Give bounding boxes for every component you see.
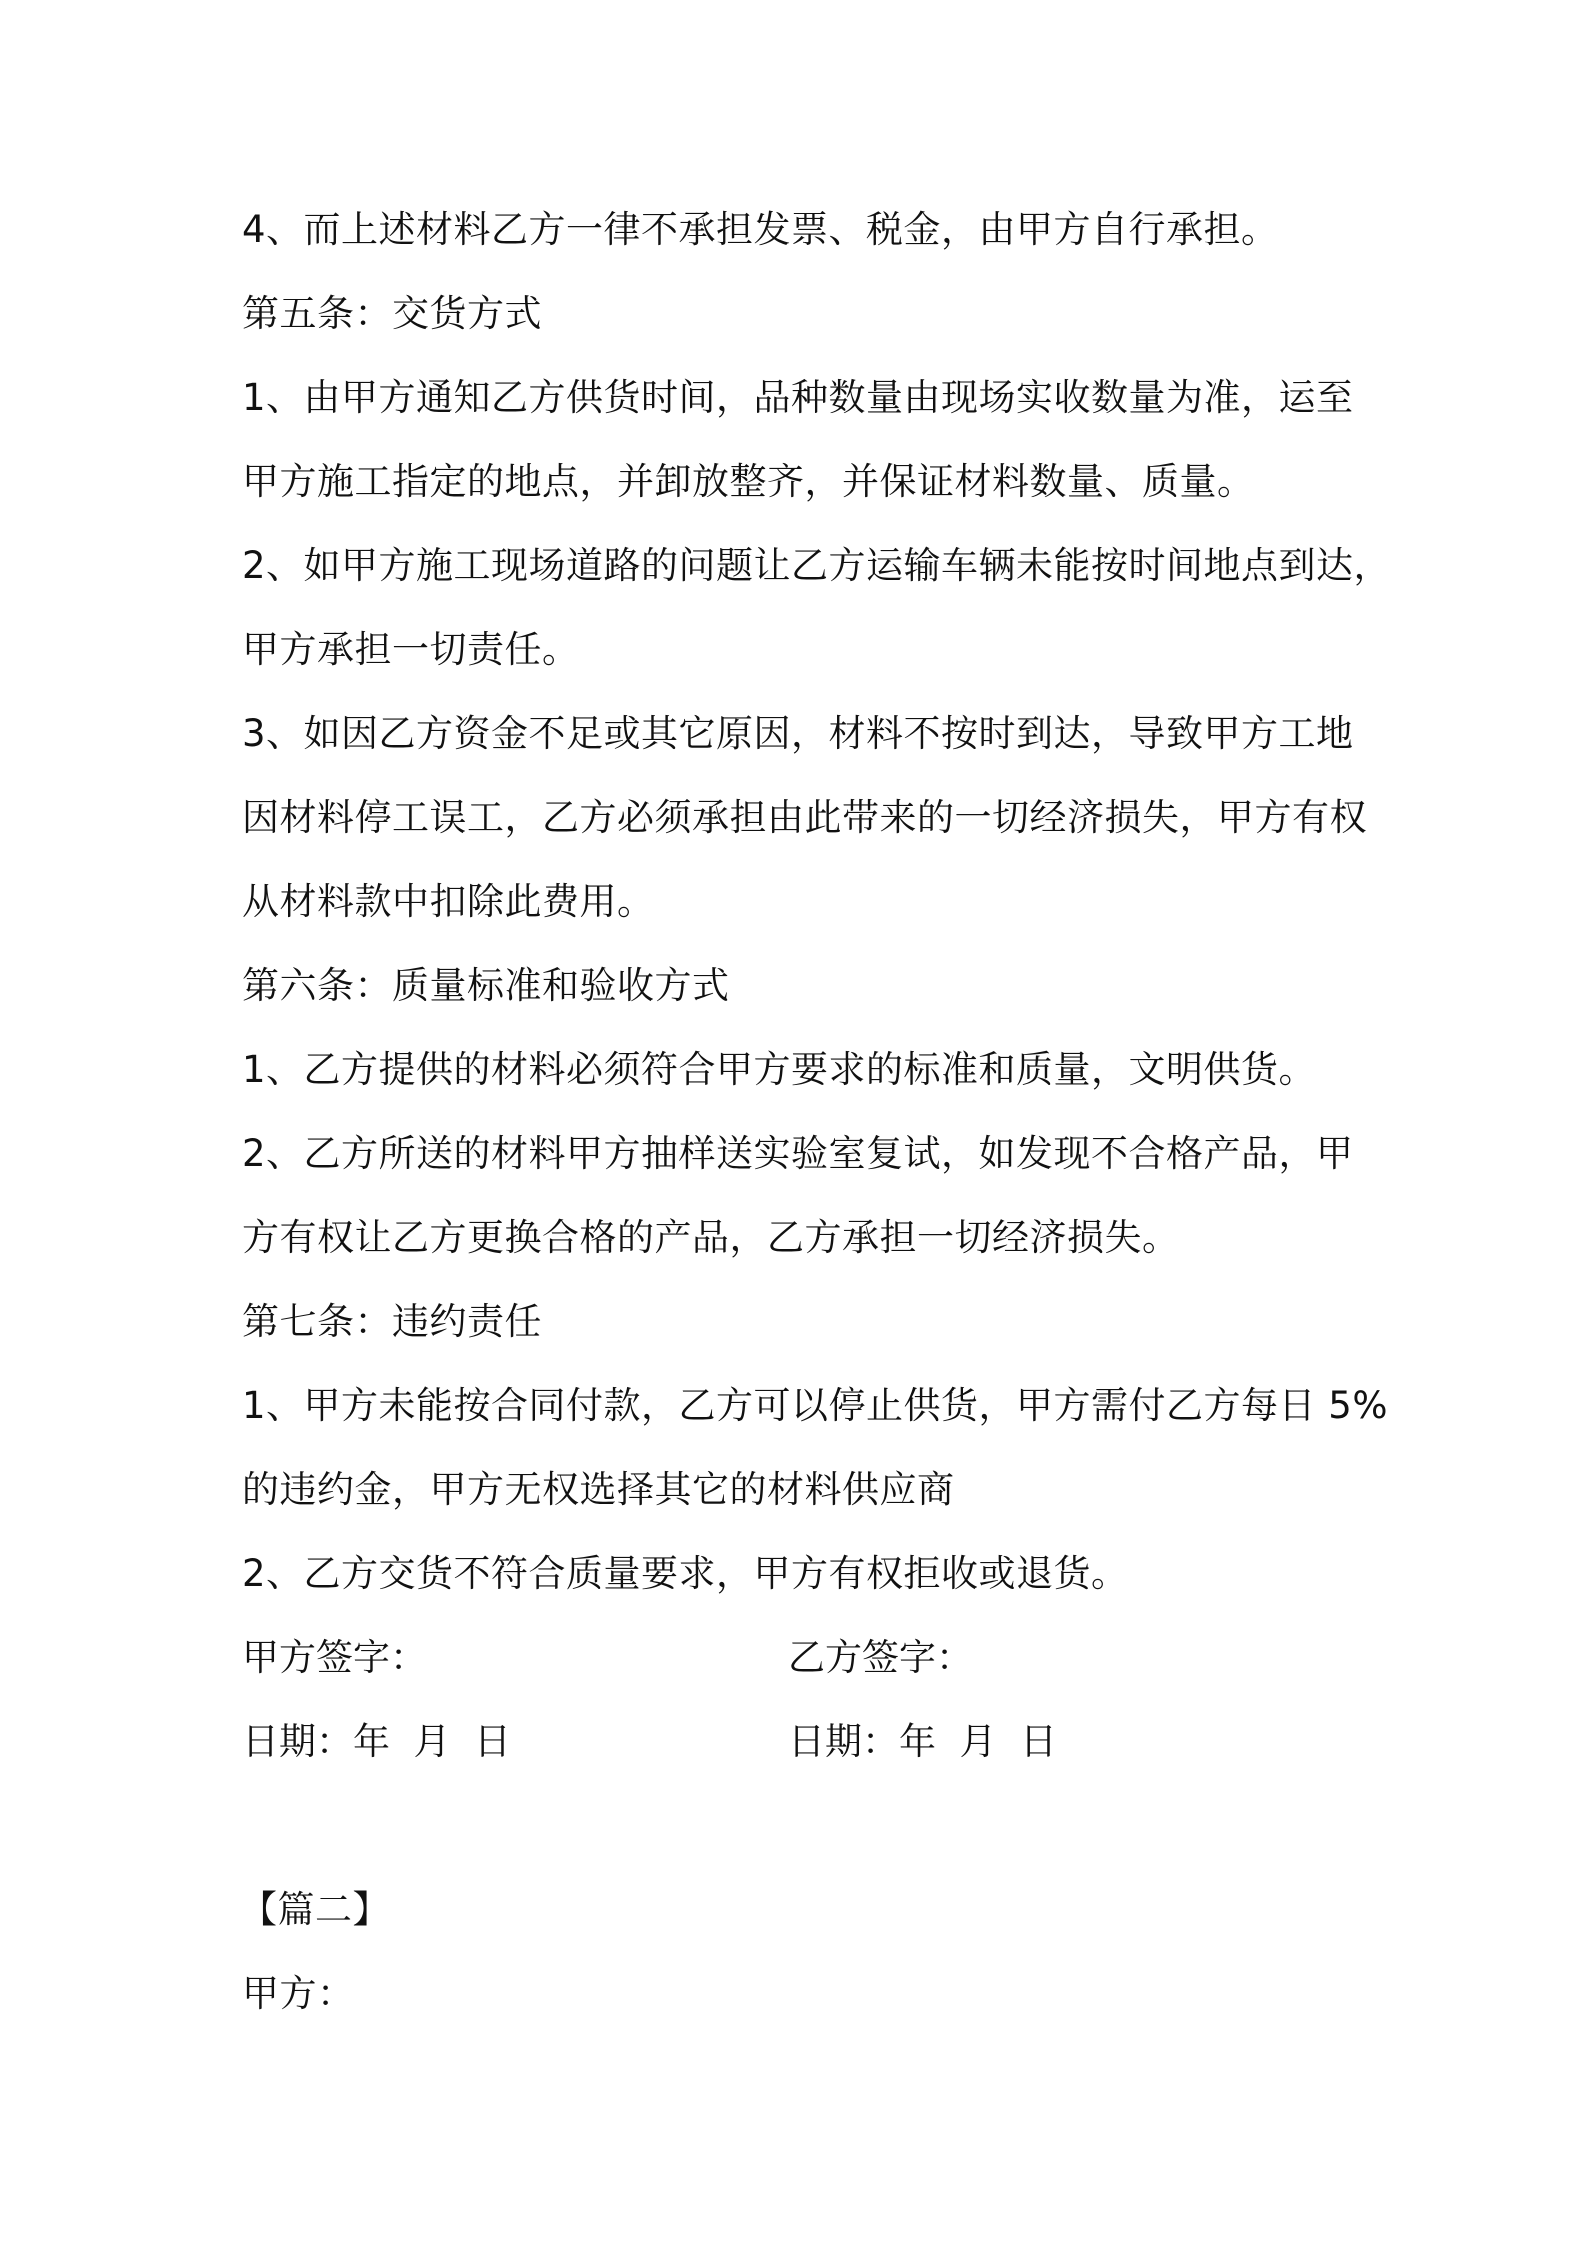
article-6-item-2-line-2: 方有权让乙方更换合格的产品，乙方承担一切经济损失。 <box>242 1216 1180 1259</box>
article-5-item-1-line-2: 甲方施工指定的地点，并卸放整齐，并保证材料数量、质量。 <box>242 460 1255 503</box>
article-7-heading: 第七条：违约责任 <box>242 1300 542 1343</box>
article-6-heading: 第六条：质量标准和验收方式 <box>242 964 730 1007</box>
article-5-heading: 第五条：交货方式 <box>242 292 542 335</box>
section-two-heading: 【篇二】 <box>240 1888 390 1931</box>
article-7-item-2: 2、乙方交货不符合质量要求，甲方有权拒收或退货。 <box>242 1552 1129 1595</box>
party-a-signature-label: 甲方签字： <box>242 1636 427 1679</box>
party-b-date-label: 日期：年 月 日 <box>788 1720 1058 1763</box>
article-5-item-2-line-1: 2、如甲方施工现场道路的问题让乙方运输车辆未能按时间地点到达， <box>242 544 1392 587</box>
clause-4-invoice-tax: 4、而上述材料乙方一律不承担发票、税金，由甲方自行承担。 <box>242 208 1279 251</box>
article-5-item-3-line-3: 从材料款中扣除此费用。 <box>242 880 655 923</box>
article-7-item-1-line-2: 的违约金，甲方无权选择其它的材料供应商 <box>242 1468 955 1511</box>
party-b-signature-label: 乙方签字： <box>788 1636 973 1679</box>
date-row <box>242 1717 1382 1767</box>
article-5-item-1-line-1: 1、由甲方通知乙方供货时间，品种数量由现场实收数量为准，运至 <box>242 376 1354 419</box>
article-6-item-1: 1、乙方提供的材料必须符合甲方要求的标准和质量，文明供货。 <box>242 1048 1317 1091</box>
party-a-label: 甲方： <box>242 1972 355 2015</box>
article-6-item-2-line-1: 2、乙方所送的材料甲方抽样送实验室复试，如发现不合格产品，甲 <box>242 1132 1354 1175</box>
article-5-item-2-line-2: 甲方承担一切责任。 <box>242 628 580 671</box>
article-5-item-3-line-1: 3、如因乙方资金不足或其它原因，材料不按时到达，导致甲方工地 <box>242 712 1354 755</box>
party-a-date-label: 日期：年 月 日 <box>242 1720 512 1763</box>
signature-row <box>242 1633 1382 1683</box>
article-5-item-3-line-2: 因材料停工误工，乙方必须承担由此带来的一切经济损失，甲方有权 <box>242 796 1367 839</box>
article-7-item-1-line-1: 1、甲方未能按合同付款，乙方可以停止供货，甲方需付乙方每日 5% <box>242 1384 1388 1427</box>
